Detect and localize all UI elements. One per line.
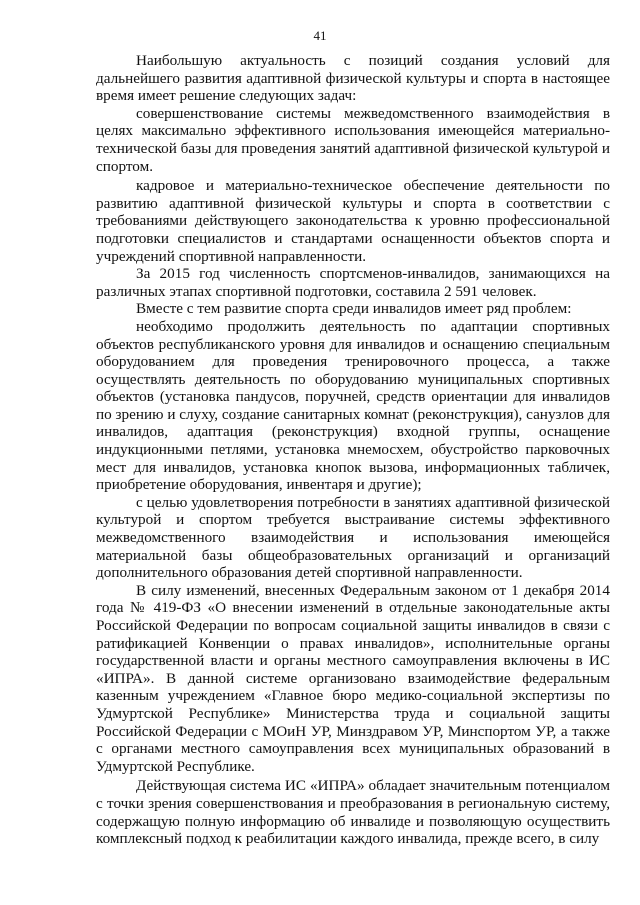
paragraph-task-interagency: совершенствование системы межведомственного взаимодействия в целях максимально эффективного использования имеющейся материально-технической базы для проведения занятий адаптивной физической культурой и спортом.	[96, 104, 610, 175]
paragraph-task-staffing: кадровое и материально-техническое обеспечение деятельности по развитию адаптивной физической культуры и спорта в соответствии с требованиями действующего законодательства к уровню профессиональной подготовки специалистов и стандартами оснащенности объектов спорта и учреждений спортивной направленности.	[96, 177, 610, 265]
paragraph-intro: Наибольшую актуальность с позиций создания условий для дальнейшего развития адаптивной физической культуры и спорта в настоящее время имеет решение следующих задач:	[96, 52, 610, 105]
paragraph-problem-cooperation: с целью удовлетворения потребности в занятиях адаптивной физической культурой и спортом требуется выстраивание системы эффективного межведомственного взаимодействия и использования имеющейся материальной базы общеобразовательных организаций и организаций дополнительного образования детей спортивной направленности.	[96, 493, 610, 582]
paragraph-problems-intro: Вместе с тем развитие спорта среди инвалидов имеет ряд проблем:	[136, 300, 572, 318]
paragraph-ipra-system: Действующая система ИС «ИПРА» обладает значительным потенциалом с точки зрения совершенствования и преобразования в региональную систему, содержащую полную информацию об инвалиде и позволяющую осуществить комплексный подход к реабилитации каждого инвалида, прежде всего, в силу	[96, 777, 610, 848]
page-number: 41	[313, 28, 327, 43]
paragraph-problem-facilities: необходимо продолжить деятельность по адаптации спортивных объектов республиканского уровня для инвалидов и оснащению специальным оборудованием для проведения тренировочного процесса, а также осуществлять деятельность по оборудованию муниципальных спортивных объектов (установка пандусов, поручней, средств ориентации для инвалидов по зрению и слуху, создание санитарных комнат (реконструкция), санузлов для инвалидов, адаптация (реконструкция) входной группы, оснащение индукционными петлями, установка мнемосхем, обустройство парковочных мест для инвалидов, установка кнопок вызова, информационных табличек, приобретение оборудования, инвентаря и другие);	[96, 317, 610, 494]
document-body	[96, 52, 610, 848]
paragraph-athlete-count: За 2015 год численность спортсменов-инвалидов, занимающихся на различных этапах спортивной подготовки, составила 2 591 человек.	[96, 265, 610, 300]
paragraph-federal-law: В силу изменений, внесенных Федеральным законом от 1 декабря 2014 года № 419-ФЗ «О внесении изменений в отдельные законодательные акты Российской Федерации по вопросам социальной защиты инвалидов в связи с ратификацией Конвенции о правах инвалидов», исполнительные органы государственной власти и органы местного самоуправления включены в ИС «ИПРА». В данной системе организовано взаимодействие федеральным казенным учреждением «Главное бюро медико-социальной экспертизы по Удмуртской Республике» Министерства труда и социальной защиты Российской Федерации с МОиН УР, Минздравом УР, Минспортом УР, а также с органами местного самоуправления всех муниципальных образований в Удмуртской Республике.	[96, 581, 610, 775]
